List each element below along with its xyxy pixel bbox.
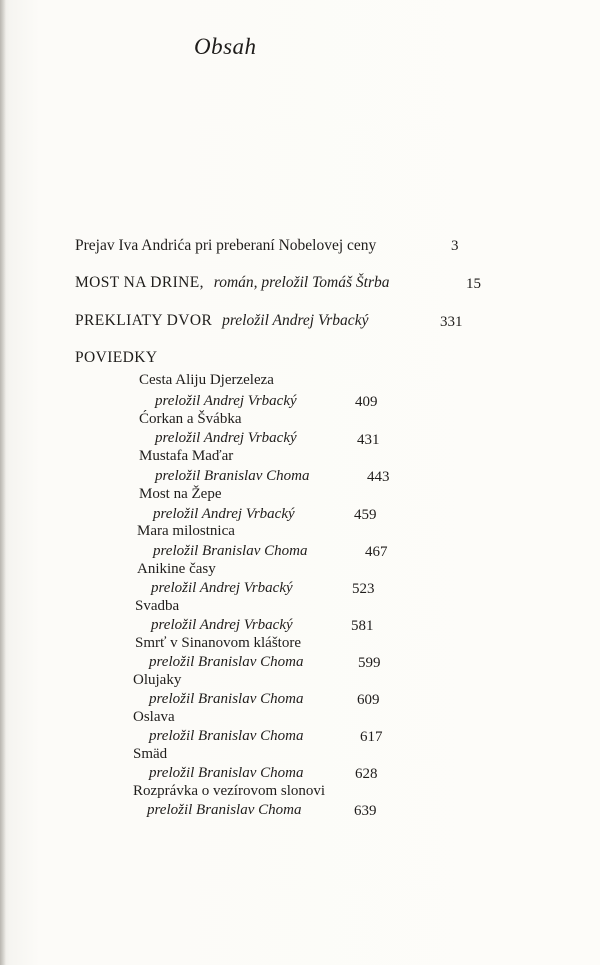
toc-entry-page: 3: [451, 238, 459, 254]
story-translator: preložil Andrej Vrbacký: [151, 580, 293, 596]
story-translator: preložil Andrej Vrbacký: [153, 506, 295, 522]
story-translator: preložil Branislav Choma: [147, 802, 302, 818]
spine-shadow: [0, 0, 6, 965]
story-translator: preložil Branislav Choma: [149, 654, 304, 670]
story-translator: preložil Branislav Choma: [149, 691, 304, 707]
story-title: Olujaky: [133, 672, 182, 688]
story-translator: preložil Branislav Choma: [153, 543, 308, 559]
story-translator: preložil Branislav Choma: [149, 765, 304, 781]
toc-entry-note: preložil Andrej Vrbacký: [222, 312, 369, 329]
story-page: 467: [365, 544, 388, 560]
toc-entry: [75, 312, 368, 330]
story-page: 459: [354, 507, 377, 523]
section-heading: POVIEDKY: [75, 349, 158, 366]
story-title: Anikine časy: [137, 561, 216, 577]
story-title: Smrť v Sinanovom kláštore: [135, 635, 301, 651]
story-translator: preložil Andrej Vrbacký: [155, 393, 297, 409]
toc-entry-title: Prejav Iva Andrića pri preberaní Nobelovej ceny: [75, 237, 377, 254]
toc-entry: [75, 274, 389, 292]
story-translator: preložil Andrej Vrbacký: [151, 617, 293, 633]
story-translator: preložil Branislav Choma: [155, 468, 310, 484]
story-page: 409: [355, 394, 378, 410]
story-title: Svadba: [135, 598, 180, 614]
story-title: Ćorkan a Švábka: [139, 411, 242, 427]
toc-entry-title: MOST NA DRINE,: [75, 274, 204, 291]
story-page: 639: [354, 803, 377, 819]
story-page: 609: [357, 692, 380, 708]
story-page: 431: [357, 432, 380, 448]
story-translator: preložil Branislav Choma: [149, 728, 304, 744]
story-page: 628: [355, 766, 378, 782]
page-title: Obsah: [194, 34, 257, 59]
story-title: Mara milostnica: [137, 523, 235, 539]
story-translator: preložil Andrej Vrbacký: [155, 430, 297, 446]
toc-entry-page: 15: [466, 276, 481, 292]
toc-entry-note: román, preložil Tomáš Štrba: [213, 274, 390, 291]
story-page: 581: [351, 618, 374, 634]
story-page: 523: [352, 581, 375, 597]
story-page: 443: [367, 469, 390, 485]
story-page: 617: [360, 729, 383, 745]
toc-entry: [75, 237, 376, 255]
toc-entry-page: 331: [440, 314, 463, 330]
toc-entry-title: PREKLIATY DVOR: [75, 312, 213, 329]
story-title: Mustafa Maďar: [139, 448, 234, 464]
story-title: Most na Žepe: [139, 486, 222, 502]
story-title: Cesta Aliju Djerzeleza: [139, 372, 274, 388]
story-page: 599: [358, 655, 381, 671]
story-title: Smäd: [133, 746, 168, 762]
story-title: Oslava: [133, 709, 175, 725]
story-title: Rozprávka o vezírovom slonovi: [133, 783, 326, 799]
